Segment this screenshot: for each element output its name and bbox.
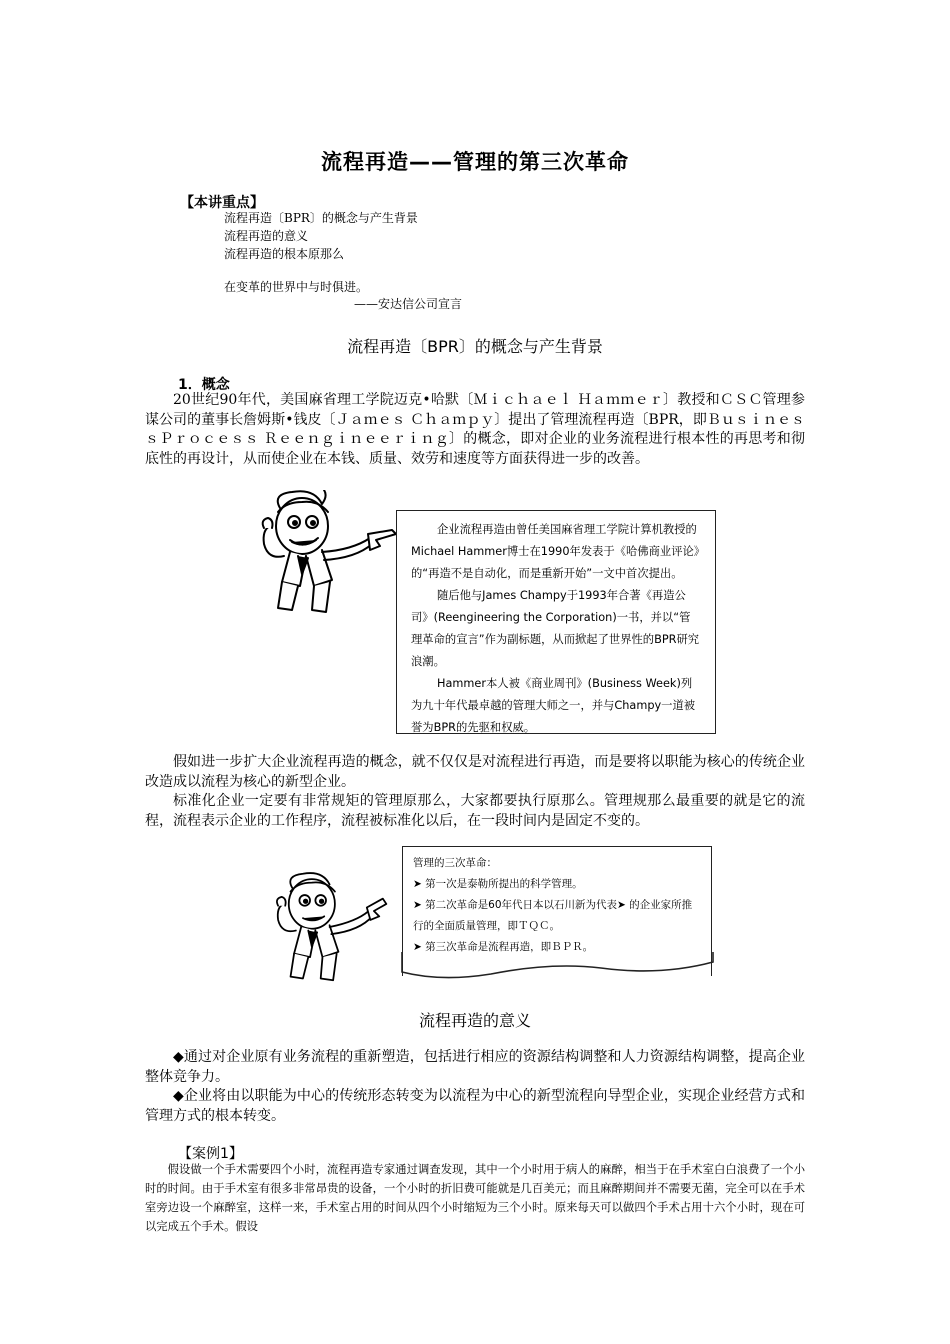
quote-source: ——安达信公司宣言	[354, 297, 463, 311]
concept-paragraph: 20世纪90年代，美国麻省理工学院迈克•哈默〔Ｍｉｃｈａｅｌ Ｈａｍｍｅｒ〕教授和ＣＳＣ管理参谋公司的董事长詹姆斯•钱皮〔Ｊａｍｅｓ Ｃｈａｍｐｙ〕提出了管理流程再造〔BPR，即ＢｕｓｉｎｅｓｓＰｒｏｃｅｓｓ Ｒｅｅｎｇｉｎｅｅｒｉｎｇ〕的概念，即对企业的业务流程进行根本性的再思考和彻底性的再设计，从而使企业在本钱、质量、效劳和速度等方面获得进一步的改善。	[145, 392, 805, 467]
page-title: 流程再造——管理的第三次革命	[321, 150, 629, 174]
extended-concept-paragraphs: 假如进一步扩大企业流程再造的概念，就不仅仅是对流程进行再造，而是要将以职能为核心的传统企业改造成以流程为核心的新型企业。 标准化企业一定要有非常规矩的管理原那么，大家都要执行原那么。管理规那么最重要的就是它的流程，流程表示企业的工作程序，流程被标准化以后，在一段时间内是固定不变的。	[145, 754, 805, 829]
revolution-item: ➤ 第二次革命是60年代日本以石川新为代表➤ 的企业家所推行的全面质量管理，即ＴＱＣ。	[413, 895, 701, 937]
focus-item: 流程再造的根本原那么	[224, 247, 345, 261]
focus-item: 流程再造的意义	[224, 229, 309, 243]
wavy-bottom-border	[401, 952, 714, 982]
focus-heading: 【本讲重点】	[180, 195, 264, 211]
section-heading-bpr: 流程再造〔BPR〕的概念与产生背景	[347, 337, 603, 356]
significance-bullet: ◆企业将由以职能为中心的传统形态转变为以流程为中心的新型流程向导型企业，实现企业经营方式和管理方式的根本转变。	[145, 1088, 805, 1124]
section-heading-significance: 流程再造的意义	[418, 1011, 531, 1030]
revolution-item: ➤ 第三次革命是流程再造，即ＢＰＲ。	[413, 937, 701, 958]
focus-list	[224, 209, 624, 263]
quote-text: 在变革的世界中与时俱进。	[224, 280, 369, 294]
case-heading: 【案例1】	[178, 1146, 243, 1162]
info-paragraph: 企业流程再造由曾任美国麻省理工学院计算机教授的Michael Hammer博士在1990年发表于《哈佛商业评论》的“再造不是自动化，而是重新开始”一文中首次提出。	[411, 523, 700, 580]
focus-item: 流程再造〔BPR〕的概念与产生背景	[224, 211, 418, 225]
info-paragraph: 随后他与James Champy于1993年合著《再造公司》(Reengineering the Corporation)一书，并以“管理革命的宣言”作为副标题，从而掀起了世界性的BPR研究浪潮。	[411, 589, 700, 668]
info-paragraph: Hammer本人被《商业周刊》(Business Week)列为九十年代最卓越的管理大师之一，并与Champy一道被誉为BPR的先驱和权威。	[411, 677, 696, 734]
cartoon-man-thumbs-icon	[264, 872, 404, 982]
sub-heading-concept: 1．概念	[178, 377, 230, 393]
hammer-info-box	[396, 510, 716, 734]
significance-bullets	[145, 1048, 805, 1126]
significance-bullet: ◆通过对企业原有业务流程的重新塑造，包括进行相应的资源结构调整和人力资源结构调整，提高企业整体竞争力。	[145, 1049, 805, 1085]
case-text-block: 假设做一个手术需要四个小时，流程再造专家通过调查发现，其中一个小时用于病人的麻醉，相当于在手术室白白浪费了一个小时的时间。由于手术室有很多非常昂贵的设备，一个小时的折旧费可能就是几百美元；而且麻醉期间并不需要无菌，完全可以在手术室旁边设一个麻醉室，这样一来，手术室占用的时间从四个小时缩短为三个小时。原来每天可以做四个手术占用十六个小时，现在可以完成五个手术。假设	[145, 1163, 805, 1233]
box-heading: 管理的三次革命：	[413, 857, 497, 869]
cartoon-man-pointing-icon	[252, 490, 402, 614]
revolution-item: ➤ 第一次是泰勒所提出的科学管理。	[413, 874, 701, 895]
